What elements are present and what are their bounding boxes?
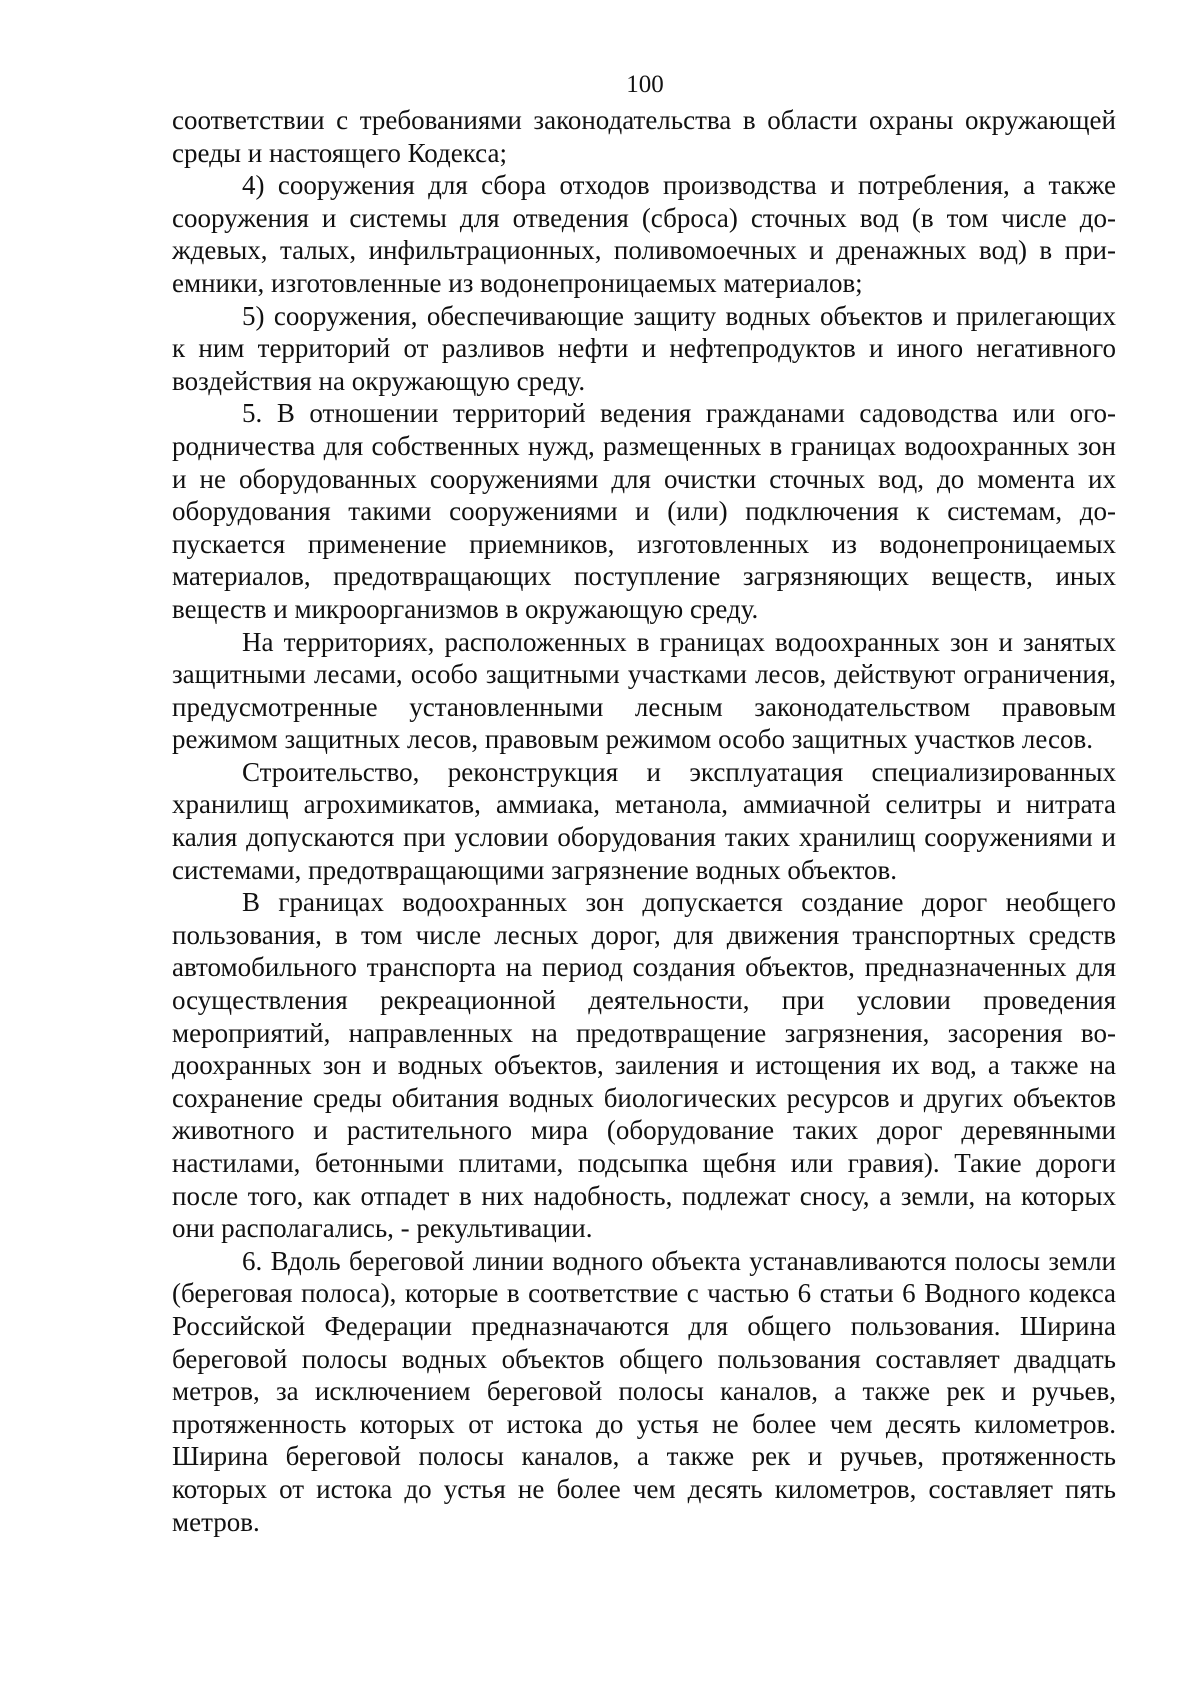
paragraph-agrochemical-storage: Строительство, реконструкция и эксплуатация специализированных хранилищ агрохимикатов, аммиака, метанола, аммиачной селитры и нитрата калия допускаются при условии оборудования таких хранилищ сооружениями и системами, предотвращающими загрязнение водных объектов. [172,756,1116,885]
paragraph-point-5: 5. В отношении территорий ведения гражданами садоводства или огородничества для собственных нужд, размещенных в границах водоохранных зон и не оборудованных сооружениями для очистки сточных вод, до момента их оборудования такими сооружениями и (или) подключения к системам, допускается применение приемников, изготовленных из водонепроницаемых материалов, предотвращающих поступление загрязняющих веществ, иных веществ и микроорганизмов в окружающую среду. [172,398,1116,624]
paragraph-roads: В границах водоохранных зон допускается создание дорог необщего пользования, в том числе лесных дорог, для движения транспортных средств автомобильного транспорта на период создания объектов, предназначенных для осуществления рекреационной деятельности, при условии проведения мероприятий, направленных на предотвращение загрязнения, засорения водоохранных зон и водных объектов, заиления и истощения их вод, а также на сохранение среды обитания водных биологических ресурсов и других объектов животного и растительного мира (оборудование таких дорог деревянными настилами, бетонными плитами, подсыпка щебня или гравия). Такие дороги после того, как отпадет в них надобность, подлежат сносу, а земли, на которых они располагались, - рекультивации. [172,887,1116,1244]
paragraph-continuation: соответствии с требованиями законодательства в области охраны окружающей среды и настоящего Кодекса; [172,105,1116,168]
paragraph-item-4: 4) сооружения для сбора отходов производства и потребления, а также сооружения и системы для отведения (сброса) сточных вод (в том числе дождевых, талых, инфильтрационных, поливомоечных и дренажных вод) в приемники, изготовленные из водонепроницаемых материалов; [172,170,1116,298]
document-body [172,104,1116,1538]
paragraph-item-5: 5) сооружения, обеспечивающие защиту водных объектов и прилегающих к ним территорий от разливов нефти и нефтепродуктов и иного негативного воздействия на окружающую среду. [172,300,1116,396]
paragraph-point-6: 6. Вдоль береговой линии водного объекта устанавливаются полосы земли (береговая полоса), которые в соответствие с частью 6 статьи 6 Водного кодекса Российской Федерации предназначаются для общего пользования. Ширина береговой полосы водных объектов общего пользования составляет двадцать метров, за исключением береговой полосы каналов, а также рек и ручьев, протяженность которых от истока до устья не более чем десять километров. Ширина береговой полосы каналов, а также рек и ручьев, протяженность которых от истока до устья не более чем десять километров, составляет пять метров. [172,1245,1116,1537]
paragraph-protective-forests: На территориях, расположенных в границах водоохранных зон и занятых защитными лесами, особо защитными участками лесов, действуют ограничения, предусмотренные установленными лесным законодательством правовым режимом защитных лесов, правовым режимом особо защитных участков лесов. [172,626,1116,755]
page-number: 100 [626,71,664,98]
